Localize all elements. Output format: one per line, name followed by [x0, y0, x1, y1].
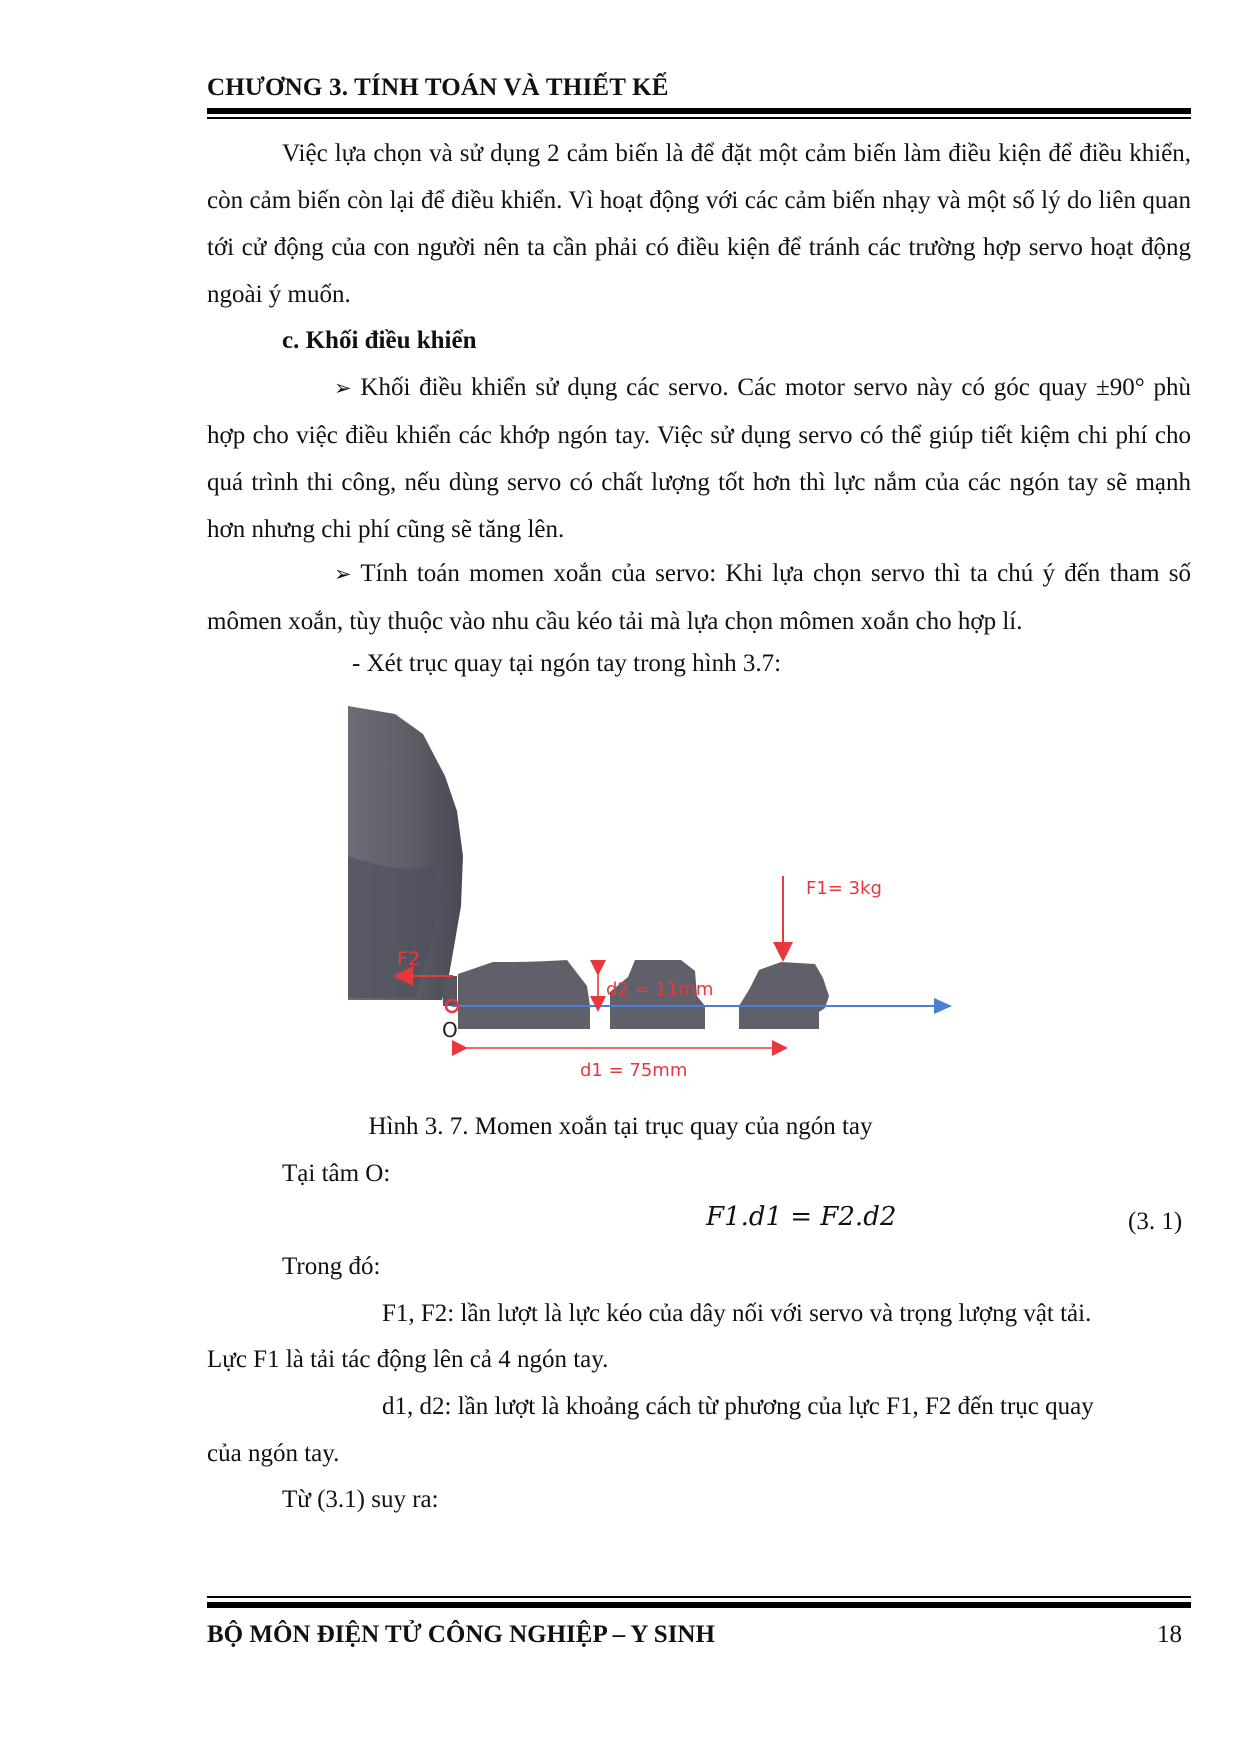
- origin-label: O: [442, 1018, 458, 1042]
- torque-equation: F1.d1 = F2.d2: [706, 1202, 897, 1232]
- center-label: Tại tâm O:: [282, 1160, 391, 1187]
- department-name: BỘ MÔN ĐIỆN TỬ CÔNG NGHIỆP – Y SINH: [207, 1621, 715, 1648]
- footer-rule-thick: [207, 1602, 1191, 1608]
- section-heading: c. Khối điều khiển: [282, 327, 477, 354]
- bullet-arrow-icon: ➢: [334, 562, 352, 586]
- chapter-title: CHƯƠNG 3. TÍNH TOÁN VÀ THIẾT KẾ: [207, 74, 669, 101]
- finger-segment-1: [458, 960, 590, 1029]
- equation-number: (3. 1): [1128, 1208, 1183, 1235]
- header-rule-thick: [207, 108, 1191, 114]
- bullet-servo-text: Khối điều khiển sử dụng các servo. Các motor servo này có góc quay ±90° phù hợp cho việc điều khiển các khớp ngón tay. Việc sử dụng servo có thể giúp tiết kiệm chi phí cho quá trình thi công, nếu dùng servo có chất lượng tốt hơn thì lực nắm của các ngón tay sẽ mạnh hơn nhưng chi phí cũng sẽ tăng lên.: [207, 374, 1191, 543]
- distance-d1-label: d1 = 75mm: [580, 1060, 688, 1081]
- figure-intro-line: - Xét trục quay tại ngón tay trong hình 3.7:: [352, 650, 782, 677]
- bullet-torque-text: Tính toán momen xoắn của servo: Khi lựa chọn servo thì ta chú ý đến tham số mômen xoắn, tùy thuộc vào nhu cầu kéo tải mà lựa chọn mômen xoắn cho hợp lí.: [207, 560, 1191, 635]
- finger-segment-3: [739, 962, 829, 1029]
- definition-forces-line2: Lực F1 là tải tác động lên cả 4 ngón tay.: [207, 1346, 609, 1373]
- figure-caption: Hình 3. 7. Momen xoắn tại trục quay của ngón tay: [368, 1113, 873, 1140]
- bullet-servo-block: [207, 364, 1191, 553]
- finger-diagram: [345, 706, 1045, 1081]
- definition-forces-line1: F1, F2: lần lượt là lực kéo của dây nối với servo và trọng lượng vật tải.: [382, 1300, 1092, 1327]
- force-f2-label: F2: [397, 948, 421, 970]
- where-label: Trong đó:: [282, 1253, 381, 1280]
- footer-rule-thin: [207, 1596, 1191, 1598]
- definition-distances-line1: d1, d2: lần lượt là khoảng cách từ phương của lực F1, F2 đến trục quay: [382, 1393, 1094, 1420]
- header-rule-thin: [207, 117, 1191, 119]
- distance-d2-label: d2 = 11mm: [606, 979, 714, 1000]
- bullet-arrow-icon: ➢: [334, 376, 352, 400]
- paragraph-sensors: Việc lựa chọn và sử dụng 2 cảm biến là để đặt một cảm biến làm điều kiện để điều khiển, còn cảm biến còn lại để điều khiển. Vì hoạt động với các cảm biến nhạy và một số lý do liên quan tới cử động của con người nên ta cần phải có điều kiện để tránh các trường hợp servo hoạt động ngoài ý muốn.: [207, 140, 1191, 308]
- definition-distances-line2: của ngón tay.: [207, 1440, 340, 1467]
- page-number: 18: [1157, 1621, 1182, 1648]
- force-f1-label: F1= 3kg: [806, 878, 882, 899]
- finger-torque-figure: [345, 706, 1045, 1081]
- bullet-torque: [207, 550, 1191, 645]
- derive-label: Từ (3.1) suy ra:: [282, 1486, 439, 1513]
